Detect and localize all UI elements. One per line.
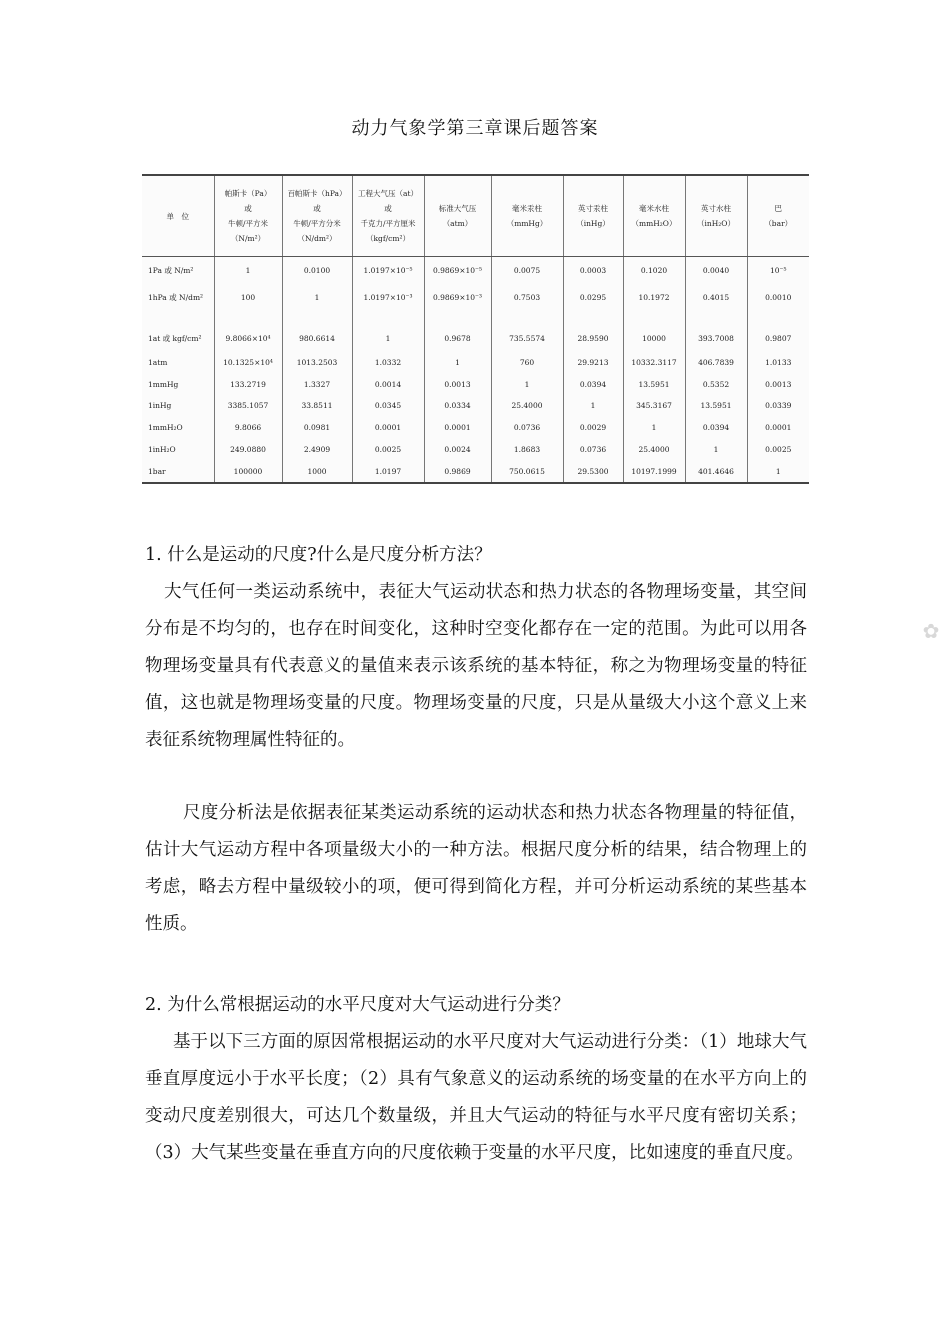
table-cell: 9.8066 — [214, 417, 282, 439]
spacer-cell — [685, 311, 747, 325]
table-cell: 2.4909 — [282, 438, 352, 460]
table-cell: 133.2719 — [214, 373, 282, 395]
table-cell: 345.3167 — [623, 395, 685, 417]
question-1-section — [145, 541, 807, 943]
header-cell: 帕斯卡（Pa） 或 牛顿/平方米 （N/m²） — [214, 176, 282, 257]
header-cell: 毫米汞柱 （mmHg） — [491, 176, 563, 257]
table-cell: 0.0025 — [352, 438, 424, 460]
table-spacer-row — [142, 311, 809, 325]
table-cell: 1.0197×10⁻⁵ — [352, 257, 424, 285]
table-cell: 1.0197×10⁻³ — [352, 284, 424, 311]
table-cell: 1 — [623, 417, 685, 439]
table-cell: 0.0040 — [685, 257, 747, 285]
row-unit-cell: 1bar — [148, 466, 166, 476]
table-cell: 0.9869 — [424, 460, 491, 482]
table-cell: 25.4000 — [491, 395, 563, 417]
table-row — [142, 460, 809, 482]
table-cell: 3385.1057 — [214, 395, 282, 417]
table-row — [142, 325, 809, 352]
table-cell: 0.9807 — [747, 325, 809, 352]
table-cell: 0.0003 — [563, 257, 623, 285]
question-1-title: 1. 什么是运动的尺度?什么是尺度分析方法？ — [145, 545, 492, 565]
table-cell: 750.0615 — [491, 460, 563, 482]
spacer-cell — [424, 311, 491, 325]
table-cell: 1.0332 — [352, 351, 424, 373]
header-cell: 英寸汞柱 （inHg） — [563, 176, 623, 257]
table-cell: 10.1972 — [623, 284, 685, 311]
table-cell: 25.4000 — [623, 438, 685, 460]
table-cell: 1 — [491, 373, 563, 395]
page-title: 动力气象学第三章课后题答案 — [351, 118, 599, 139]
table-header-row — [142, 176, 809, 257]
table-cell: 1000 — [282, 460, 352, 482]
table-cell: 100 — [214, 284, 282, 311]
row-unit-cell: 1inHg — [148, 401, 172, 411]
table-cell: 13.5951 — [623, 373, 685, 395]
spacer-cell — [214, 311, 282, 325]
header-cell: 工程大气压（at） 或 千克力/平方厘米 （kgf/cm²） — [352, 176, 424, 257]
table-cell: 10332.3117 — [623, 351, 685, 373]
question-1-answer-paragraph: 大气任何一类运动系统中，表征大气运动状态和热力状态的各物理场变量，其空间分布是不均匀的，也存在时间变化，这种时空变化都存在一定的范围。为此可以用各物理场变量具有代表意义的量值来表示该系统的基本特征，称之为物理场变量的特征值，这也就是物理场变量的尺度。物理场变量的尺度，只是从量级大小这个意义上来表征系统物理属性特征的。 — [145, 582, 807, 750]
table-row — [142, 284, 809, 311]
table-cell: 1013.2503 — [282, 351, 352, 373]
header-cell: 毫米水柱 （mmH₂O） — [623, 176, 685, 257]
table-cell: 0.0345 — [352, 395, 424, 417]
table-cell: 0.7503 — [491, 284, 563, 311]
table-cell: 0.0100 — [282, 257, 352, 285]
table-cell: 0.0013 — [747, 373, 809, 395]
table-cell: 1 — [563, 395, 623, 417]
row-unit-cell: 1inH₂O — [148, 444, 176, 454]
table-cell: 0.0010 — [747, 284, 809, 311]
spacer-cell — [491, 311, 563, 325]
table-cell: 0.0013 — [424, 373, 491, 395]
table-cell: 0.9678 — [424, 325, 491, 352]
table-cell: 0.0394 — [563, 373, 623, 395]
spacer-cell — [563, 311, 623, 325]
header-cell: 标准大气压 （atm） — [424, 176, 491, 257]
table-cell: 0.5352 — [685, 373, 747, 395]
table-cell: 0.0334 — [424, 395, 491, 417]
table-cell: 13.5951 — [685, 395, 747, 417]
table-cell: 9.8066×10⁴ — [214, 325, 282, 352]
header-cell: 单 位 — [142, 176, 214, 257]
watermark-icon: ✿ — [922, 619, 940, 643]
table-cell: 401.4646 — [685, 460, 747, 482]
table-cell: 1 — [214, 257, 282, 285]
table-cell: 735.5574 — [491, 325, 563, 352]
row-unit-cell: 1at 或 kgf/cm² — [148, 333, 202, 343]
header-cell: 巴 （bar） — [747, 176, 809, 257]
question-2-section — [145, 991, 807, 1172]
table-cell: 1 — [685, 438, 747, 460]
table-cell: 10.1325×10⁴ — [214, 351, 282, 373]
table-cell: 0.0295 — [563, 284, 623, 311]
table-cell: 0.0029 — [563, 417, 623, 439]
table-cell: 0.0981 — [282, 417, 352, 439]
table-cell: 0.0394 — [685, 417, 747, 439]
table-cell: 1 — [352, 325, 424, 352]
spacer-cell — [142, 311, 214, 325]
header-cell: 百帕斯卡（hPa） 或 牛顿/平方分米 （N/dm²） — [282, 176, 352, 257]
row-unit-cell: 1atm — [148, 357, 168, 367]
table-row — [142, 417, 809, 439]
table-row — [142, 373, 809, 395]
table-cell: 393.7008 — [685, 325, 747, 352]
table-cell: 0.0736 — [563, 438, 623, 460]
row-unit-cell: 1Pa 或 N/m² — [148, 266, 194, 276]
table-cell: 1.8683 — [491, 438, 563, 460]
spacer-cell — [623, 311, 685, 325]
table-cell: 1.0197 — [352, 460, 424, 482]
table-cell: 0.0339 — [747, 395, 809, 417]
spacer-cell — [352, 311, 424, 325]
spacer-cell — [282, 311, 352, 325]
table-cell: 249.0880 — [214, 438, 282, 460]
table-cell: 1.3327 — [282, 373, 352, 395]
table-row — [142, 257, 809, 285]
table-cell: 0.0075 — [491, 257, 563, 285]
row-unit-cell: 1mmH₂O — [148, 423, 183, 433]
table-cell: 0.9869×10⁻³ — [424, 284, 491, 311]
table-cell: 28.9590 — [563, 325, 623, 352]
table-row — [142, 438, 809, 460]
table-cell: 0.0001 — [352, 417, 424, 439]
table-cell: 100000 — [214, 460, 282, 482]
table-row — [142, 351, 809, 373]
row-unit-cell: 1mmHg — [148, 379, 179, 389]
table-cell: 10000 — [623, 325, 685, 352]
table-cell: 1 — [282, 284, 352, 311]
table-cell: 760 — [491, 351, 563, 373]
table-cell: 0.0001 — [747, 417, 809, 439]
table-cell: 0.0025 — [747, 438, 809, 460]
conversion-table — [142, 176, 809, 482]
table-cell: 980.6614 — [282, 325, 352, 352]
table-cell: 29.5300 — [563, 460, 623, 482]
table-cell: 0.9869×10⁻⁵ — [424, 257, 491, 285]
table-cell: 33.8511 — [282, 395, 352, 417]
table-cell: 29.9213 — [563, 351, 623, 373]
table-cell: 10⁻⁵ — [747, 257, 809, 285]
table-cell: 0.4015 — [685, 284, 747, 311]
row-unit-cell: 1hPa 或 N/dm² — [148, 293, 204, 303]
spacer-cell — [747, 311, 809, 325]
header-cell: 英寸水柱 （inH₂O） — [685, 176, 747, 257]
table-cell: 0.0014 — [352, 373, 424, 395]
table-cell: 0.0024 — [424, 438, 491, 460]
table-cell: 0.0736 — [491, 417, 563, 439]
table-cell: 0.0001 — [424, 417, 491, 439]
question-1-answer-paragraph-2: 尺度分析法是依据表征某类运动系统的运动状态和热力状态各物理量的特征值，估计大气运动方程中各项量级大小的一种方法。根据尺度分析的结果，结合物理上的考虑，略去方程中量级较小的项，便可得到简化方程，并可分析运动系统的某些基本性质。 — [145, 803, 807, 934]
table-cell: 1 — [424, 351, 491, 373]
question-2-title: 2. 为什么常根据运动的水平尺度对大气运动进行分类？ — [145, 995, 570, 1015]
table-cell: 1 — [747, 460, 809, 482]
table-cell: 1.0133 — [747, 351, 809, 373]
table-cell: 10197.1999 — [623, 460, 685, 482]
question-2-answer-paragraph: 基于以下三方面的原因常根据运动的水平尺度对大气运动进行分类：（1）地球大气垂直厚度远小于水平长度；（2）具有气象意义的运动系统的场变量的在水平方向上的变动尺度差别很大，可达几个数量级，并且大气运动的特征与水平尺度有密切关系；（3）大气某些变量在垂直方向的尺度依赖于变量的水平尺度，比如速度的垂直尺度。 — [145, 1032, 807, 1163]
table-row — [142, 395, 809, 417]
table-cell: 406.7839 — [685, 351, 747, 373]
table-cell: 0.1020 — [623, 257, 685, 285]
